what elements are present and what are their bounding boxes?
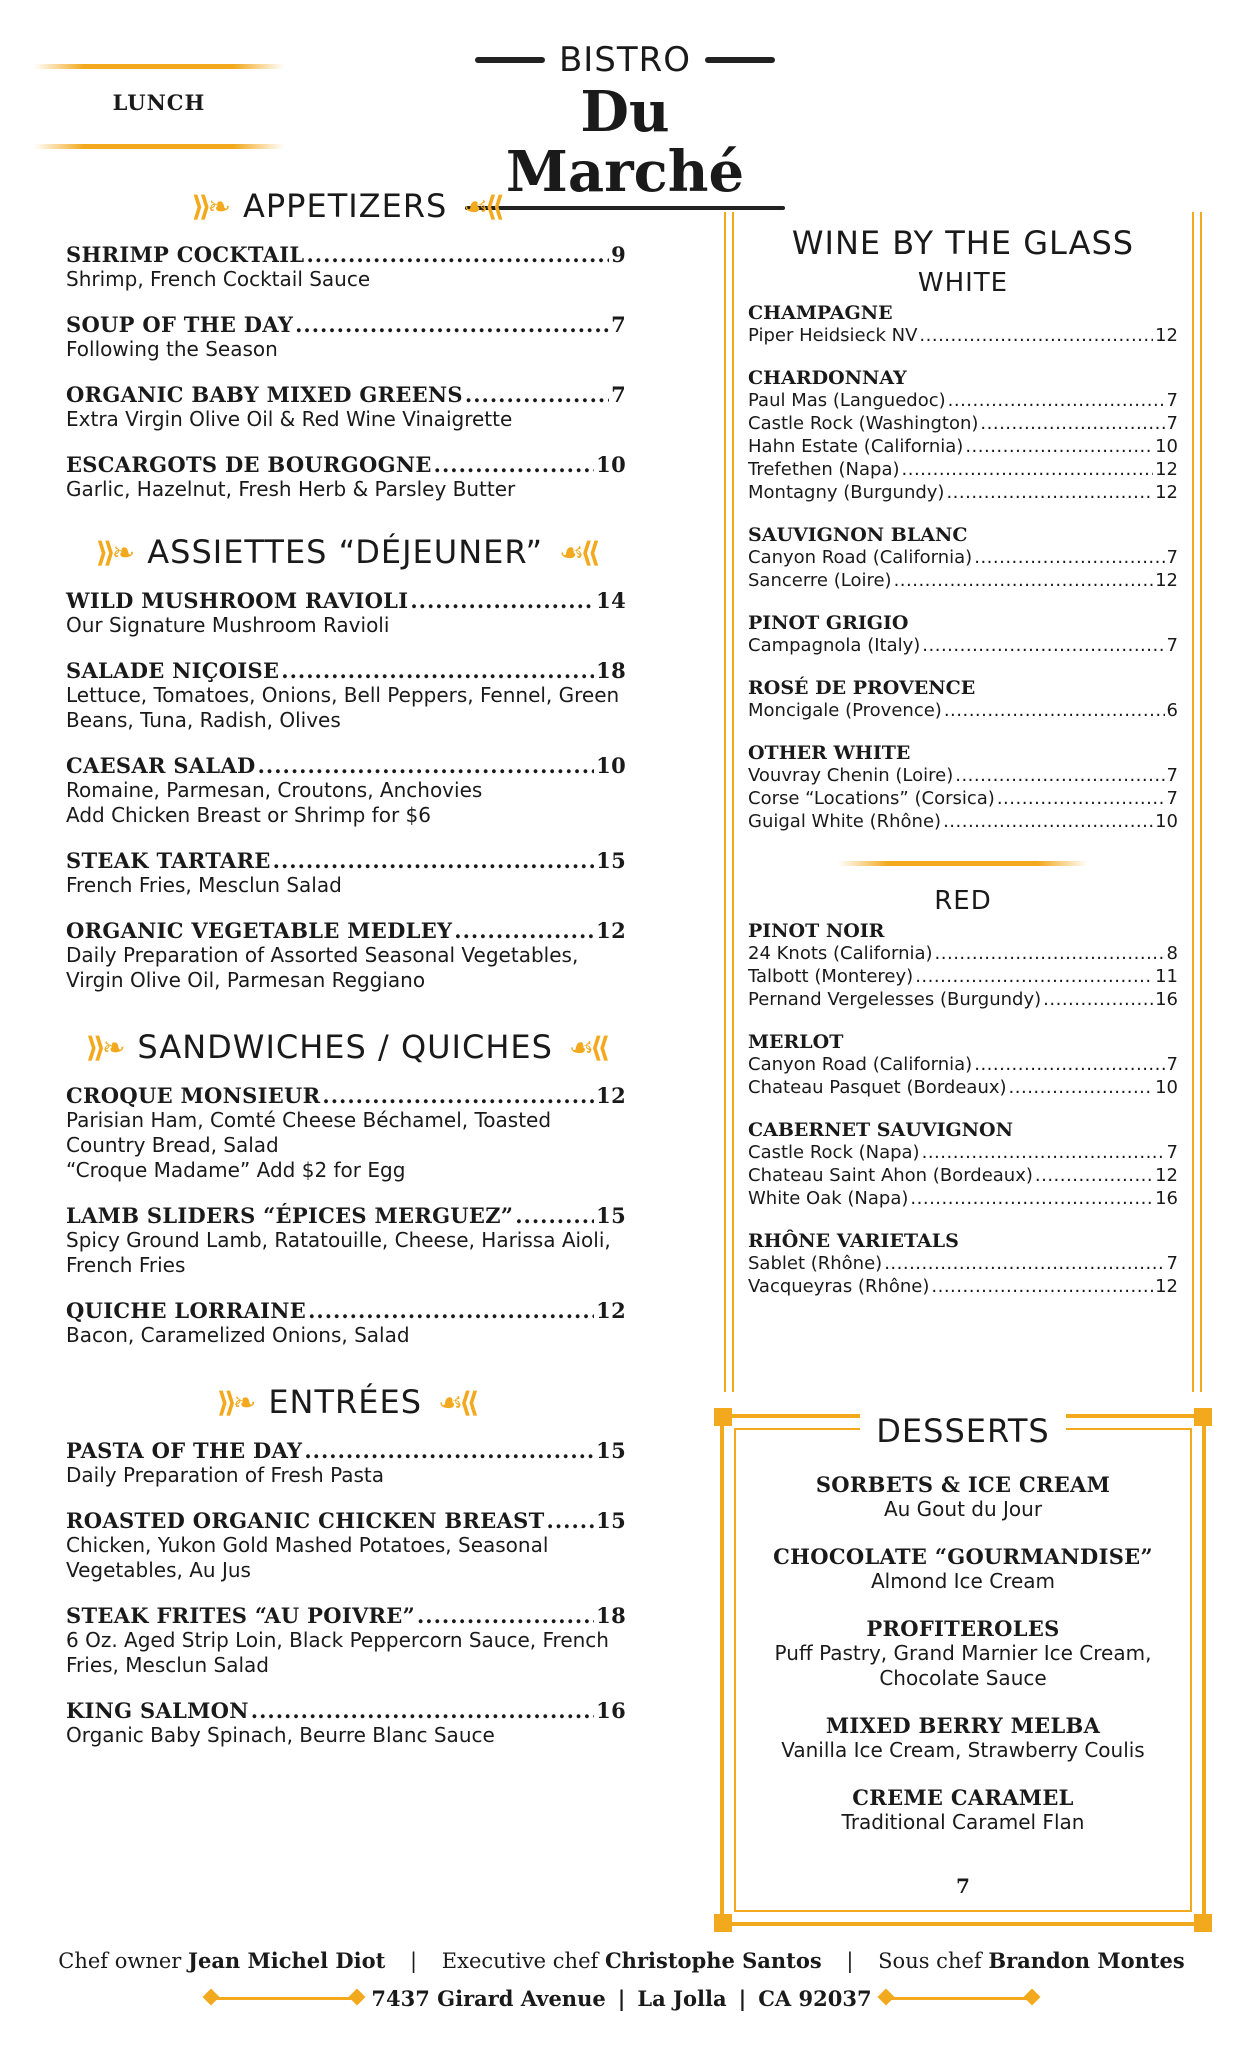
wine-row	[748, 988, 1178, 1011]
wine-price: 6	[1166, 700, 1178, 721]
dot-leader	[454, 918, 594, 943]
dessert-name: CREME CARAMEL	[852, 1785, 1074, 1810]
brand-name: Du Marché	[505, 79, 745, 205]
menu-item-row	[66, 1698, 626, 1723]
fleur-ornament-icon: ☙⟪	[463, 189, 501, 223]
wine-row	[748, 1164, 1178, 1187]
wine-row	[748, 965, 1178, 988]
red-wine-heading: RED	[934, 886, 992, 916]
dot-leader	[515, 1203, 594, 1228]
menu-item-price: 15	[596, 1438, 626, 1463]
dot-leader	[434, 452, 595, 477]
dot-leader	[281, 658, 594, 683]
section-title: ASSIETTES “DÉJEUNER”	[147, 533, 544, 571]
dot-leader	[1035, 1164, 1153, 1187]
dot-leader	[910, 1187, 1153, 1210]
menu-item-description: Shrimp, French Cocktail Sauce	[66, 267, 371, 291]
menu-item-name: WILD MUSHROOM RAVIOLI	[66, 588, 409, 613]
wine-price: 7	[1166, 1253, 1178, 1274]
page-number: 7	[956, 1874, 970, 1898]
menu-item-row	[66, 1438, 626, 1463]
fleur-ornament-icon: ☙⟪	[568, 1030, 607, 1064]
dot-leader	[974, 1053, 1164, 1076]
wine-price: 8	[1166, 943, 1178, 964]
wine-name: Guigal White (Rhône)	[748, 811, 942, 832]
wine-row	[748, 1076, 1178, 1099]
wine-group	[748, 1119, 1178, 1210]
wine-row	[748, 1053, 1178, 1076]
menu-item-name: STEAK FRITES “AU POIVRE”	[66, 1603, 415, 1628]
dot-leader	[922, 1141, 1165, 1164]
menu-item-description: Virgin Olive Oil, Parmesan Reggiano	[66, 968, 426, 992]
menu-item-row	[66, 382, 626, 407]
wine-price: 7	[1166, 547, 1178, 568]
dot-leader	[931, 1275, 1153, 1298]
wine-category: RHÔNE VARIETALS	[748, 1230, 959, 1252]
dessert-description: Puff Pastry, Grand Marnier Ice Cream,	[774, 1641, 1152, 1665]
menu-item-price: 15	[596, 848, 626, 873]
dot-leader	[322, 1083, 594, 1108]
wine-name: Piper Heidsieck NV	[748, 325, 918, 346]
menu-item-description: Daily Preparation of Assorted Seasonal Vegetables,	[66, 943, 579, 967]
wine-group	[748, 742, 1178, 833]
fleur-ornament-icon: ⟫❧	[95, 535, 132, 569]
logo-bar-left	[475, 57, 545, 63]
red-wine-list	[748, 920, 1178, 1298]
wine-name: Sablet (Rhône)	[748, 1253, 883, 1274]
dot-leader	[884, 1252, 1164, 1275]
ornament-rule	[34, 144, 284, 149]
wine-price: 16	[1155, 989, 1178, 1010]
menu-item-description: Following the Season	[66, 337, 278, 361]
panel-border-right	[1192, 212, 1202, 1392]
wine-price: 16	[1155, 1188, 1178, 1209]
wine-price: 7	[1166, 390, 1178, 411]
dot-leader	[894, 569, 1154, 592]
wine-price: 7	[1166, 413, 1178, 434]
dot-leader	[417, 1603, 594, 1628]
menu-item-name: ORGANIC VEGETABLE MEDLEY	[66, 918, 453, 943]
wine-price: 10	[1155, 436, 1178, 457]
menu-item-description: Chicken, Yukon Gold Mashed Potatoes, Seasonal	[66, 1533, 549, 1557]
dot-leader	[465, 382, 609, 407]
wine-price: 7	[1166, 1054, 1178, 1075]
menu-item-row	[66, 312, 626, 337]
dot-leader	[308, 1298, 594, 1323]
dessert-name: MIXED BERRY MELBA	[825, 1713, 1101, 1738]
menu-item-row	[66, 452, 626, 477]
menu-item-price: 10	[596, 753, 626, 778]
wine-row	[748, 634, 1178, 657]
menu-item-row	[66, 848, 626, 873]
chef-credits	[0, 1948, 1243, 1973]
wine-name: Trefethen (Napa)	[748, 459, 900, 480]
sandwiches-section	[66, 1021, 626, 1348]
dessert-description: Vanilla Ice Cream, Strawberry Coulis	[781, 1738, 1145, 1762]
wine-name: Castle Rock (Washington)	[748, 413, 979, 434]
sous-chef-label: Sous chef	[878, 1949, 982, 1973]
wine-price: 12	[1155, 325, 1178, 346]
menu-item-price: 14	[596, 588, 626, 613]
menu-item-price: 12	[596, 1298, 626, 1323]
menu-item	[66, 753, 626, 828]
wine-name: Chateau Pasquet (Bordeaux)	[748, 1077, 1007, 1098]
wine-name: Hahn Estate (California)	[748, 436, 964, 457]
wine-price: 7	[1166, 765, 1178, 786]
dot-leader	[944, 699, 1165, 722]
menu-item-description: Our Signature Mushroom Ravioli	[66, 613, 390, 637]
wine-category: CHAMPAGNE	[748, 302, 893, 324]
menu-item-name: PASTA OF THE DAY	[66, 1438, 303, 1463]
white-wine-heading: WHITE	[917, 268, 1009, 298]
dessert-list	[750, 1472, 1176, 1857]
wine-group	[748, 524, 1178, 592]
menu-item-description: “Croque Madame” Add $2 for Egg	[66, 1158, 406, 1182]
menu-item-description: Beans, Tuna, Radish, Olives	[66, 708, 341, 732]
section-heading	[66, 1021, 626, 1073]
dot-leader	[948, 389, 1165, 412]
dot-leader	[935, 942, 1165, 965]
menu-item-description: Lettuce, Tomatoes, Onions, Bell Peppers, Fennel, Green	[66, 683, 620, 707]
wine-name: White Oak (Napa)	[748, 1188, 909, 1209]
wine-name: Paul Mas (Languedoc)	[748, 390, 946, 411]
menu-item-description: French Fries	[66, 1253, 186, 1277]
divider: |	[617, 1986, 626, 2011]
menu-item-description: Add Chicken Breast or Shrimp for $6	[66, 803, 431, 827]
menu-item-price: 7	[611, 382, 626, 407]
dessert-description: Chocolate Sauce	[879, 1666, 1047, 1690]
wine-name: Canyon Road (California)	[748, 1054, 973, 1075]
wine-category: OTHER WHITE	[748, 742, 911, 764]
dot-leader	[410, 588, 594, 613]
dot-leader	[965, 435, 1153, 458]
menu-item	[66, 242, 626, 292]
menu-item-row	[66, 242, 626, 267]
wine-name: Sancerre (Loire)	[748, 570, 892, 591]
wine-group	[748, 1230, 1178, 1298]
wine-name: Vacqueyras (Rhône)	[748, 1276, 930, 1297]
menu-item	[66, 1603, 626, 1678]
chef-owner-label: Chef owner	[58, 1949, 182, 1973]
dot-leader	[980, 412, 1164, 435]
menu-item	[66, 1203, 626, 1278]
food-menu-column	[66, 180, 626, 1748]
menu-item-name: ROASTED ORGANIC CHICKEN BREAST	[66, 1508, 545, 1533]
menu-item-description: Extra Virgin Olive Oil & Red Wine Vinaigrette	[66, 407, 513, 431]
wine-name: Castle Rock (Napa)	[748, 1142, 920, 1163]
menu-item-description: Country Bread, Salad	[66, 1133, 279, 1157]
wine-name: Talbott (Monterey)	[748, 966, 914, 987]
entrees-section	[66, 1376, 626, 1748]
menu-item-description: Romaine, Parmesan, Croutons, Anchovies	[66, 778, 483, 802]
wine-price: 7	[1166, 788, 1178, 809]
menu-item	[66, 1438, 626, 1488]
menu-item-row	[66, 918, 626, 943]
section-title: APPETIZERS	[242, 187, 448, 225]
wine-category: ROSÉ DE PROVENCE	[748, 677, 976, 699]
menu-item-price: 18	[596, 658, 626, 683]
menu-item-price: 12	[596, 1083, 626, 1108]
city: La Jolla	[637, 1986, 727, 2011]
menu-item-row	[66, 658, 626, 683]
menu-item-price: 15	[596, 1508, 626, 1533]
menu-item-name: LAMB SLIDERS “ÉPICES MERGUEZ”	[66, 1203, 514, 1228]
menu-item-name: CROQUE MONSIEUR	[66, 1083, 321, 1108]
menu-item-name: SOUP OF THE DAY	[66, 312, 294, 337]
menu-item-name: CAESAR SALAD	[66, 753, 256, 778]
dessert-item	[750, 1544, 1176, 1594]
divider: |	[846, 1949, 854, 1973]
menu-item	[66, 1083, 626, 1183]
dot-leader	[997, 787, 1165, 810]
assiettes-section	[66, 526, 626, 993]
lunch-label: LUNCH	[112, 90, 206, 115]
menu-item-description: Bacon, Caramelized Onions, Salad	[66, 1323, 410, 1347]
fleur-ornament-icon: ☙⟪	[559, 535, 597, 569]
section-title: SANDWICHES / QUICHES	[137, 1028, 553, 1066]
menu-item-name: SALADE NIÇOISE	[66, 658, 280, 683]
wine-row	[748, 1275, 1178, 1298]
menu-item-description: Daily Preparation of Fresh Pasta	[66, 1463, 385, 1487]
dot-leader	[919, 324, 1153, 347]
wine-group	[748, 920, 1178, 1011]
wine-name: Canyon Road (California)	[748, 547, 973, 568]
desserts-title: DESSERTS	[860, 1412, 1065, 1450]
menu-item	[66, 918, 626, 993]
dessert-name: PROFITEROLES	[866, 1616, 1060, 1641]
wine-category: PINOT NOIR	[748, 920, 885, 942]
dessert-item	[750, 1616, 1176, 1691]
wine-row	[748, 435, 1178, 458]
dot-leader	[943, 810, 1153, 833]
ornament-rule	[209, 1997, 359, 2000]
wine-row	[748, 787, 1178, 810]
menu-item-row	[66, 1083, 626, 1108]
wine-category: SAUVIGNON BLANC	[748, 524, 968, 546]
menu-item-description: Garlic, Hazelnut, Fresh Herb & Parsley Butter	[66, 477, 516, 501]
section-heading	[66, 526, 626, 578]
menu-item	[66, 1698, 626, 1748]
fleur-ornament-icon: ☙⟪	[438, 1385, 476, 1419]
logo-bar-right	[705, 57, 775, 63]
divider: |	[738, 1986, 747, 2011]
wine-price: 7	[1166, 635, 1178, 656]
dessert-name: CHOCOLATE “GOURMANDISE”	[773, 1544, 1153, 1569]
dot-leader	[955, 764, 1164, 787]
dessert-item	[750, 1713, 1176, 1763]
menu-item-description: Vegetables, Au Jus	[66, 1558, 251, 1582]
wine-group	[748, 1031, 1178, 1099]
wine-name: Montagny (Burgundy)	[748, 482, 945, 503]
wine-name: 24 Knots (California)	[748, 943, 933, 964]
executive-chef-label: Executive chef	[441, 1949, 599, 1973]
menu-item-description: Spicy Ground Lamb, Ratatouille, Cheese, Harissa Aioli,	[66, 1228, 611, 1252]
wine-group	[748, 302, 1178, 347]
wine-price: 12	[1155, 570, 1178, 591]
ornament-rule	[838, 861, 1088, 866]
wine-row	[748, 569, 1178, 592]
wine-price: 12	[1155, 482, 1178, 503]
menu-item-name: QUICHE LORRAINE	[66, 1298, 307, 1323]
frame-corner	[714, 1914, 732, 1932]
wine-row	[748, 458, 1178, 481]
street-address: 7437 Girard Avenue	[371, 1986, 606, 2011]
wine-price: 11	[1155, 966, 1178, 987]
menu-item-price: 16	[596, 1698, 626, 1723]
frame-corner	[1194, 1914, 1212, 1932]
menu-item-row	[66, 1203, 626, 1228]
wine-group	[748, 612, 1178, 657]
address-line	[0, 1986, 1243, 2011]
dot-leader	[1043, 988, 1153, 1011]
wine-row	[748, 389, 1178, 412]
menu-item	[66, 658, 626, 733]
wine-row	[748, 1141, 1178, 1164]
wine-row	[748, 481, 1178, 504]
fleur-ornament-icon: ⟫❧	[191, 189, 227, 223]
dot-leader	[273, 848, 595, 873]
chef-owner-name: Jean Michel Diot	[188, 1948, 386, 1973]
dessert-description: Au Gout du Jour	[883, 1497, 1043, 1521]
dot-leader	[902, 458, 1154, 481]
wine-title: WINE BY THE GLASS	[791, 224, 1135, 262]
menu-item-row	[66, 1508, 626, 1533]
menu-item-description: 6 Oz. Aged Strip Loin, Black Peppercorn Sauce, French	[66, 1628, 609, 1652]
wine-category: CHARDONNAY	[748, 367, 907, 389]
brand-top-text: BISTRO	[558, 40, 692, 80]
menu-item	[66, 1508, 626, 1583]
dot-leader	[306, 242, 609, 267]
executive-chef-name: Christophe Santos	[604, 1948, 822, 1973]
menu-item-price: 12	[596, 918, 626, 943]
wine-category: PINOT GRIGIO	[748, 612, 909, 634]
menu-item-name: SHRIMP COCKTAIL	[66, 242, 305, 267]
menu-item	[66, 452, 626, 502]
dot-leader	[974, 546, 1164, 569]
dessert-name: SORBETS & ICE CREAM	[815, 1472, 1111, 1497]
wine-row	[748, 1252, 1178, 1275]
wine-price: 10	[1155, 811, 1178, 832]
wine-group	[748, 367, 1178, 504]
dot-leader	[922, 634, 1164, 657]
menu-item-description: French Fries, Mesclun Salad	[66, 873, 342, 897]
menu-item-name: STEAK TARTARE	[66, 848, 271, 873]
menu-item-price: 15	[596, 1203, 626, 1228]
ornament-rule	[884, 1997, 1034, 2000]
divider: |	[410, 1949, 418, 1973]
menu-item-price: 18	[596, 1603, 626, 1628]
menu-item-description: Fries, Mesclun Salad	[66, 1653, 269, 1677]
menu-item-name: ORGANIC BABY MIXED GREENS	[66, 382, 463, 407]
menu-item-price: 10	[596, 452, 626, 477]
wine-row	[748, 412, 1178, 435]
fleur-ornament-icon: ⟫❧	[85, 1030, 122, 1064]
wine-price: 12	[1155, 459, 1178, 480]
wine-row	[748, 1187, 1178, 1210]
menu-item-row	[66, 1298, 626, 1323]
panel-border-left	[724, 212, 734, 1392]
wine-name: Chateau Saint Ahon (Bordeaux)	[748, 1165, 1033, 1186]
wine-by-the-glass-panel	[724, 212, 1202, 1392]
ornament-rule	[34, 64, 284, 69]
wine-row	[748, 546, 1178, 569]
wine-name: Vouvray Chenin (Loire)	[748, 765, 954, 786]
menu-item-price: 9	[611, 242, 626, 267]
section-heading	[66, 1376, 626, 1428]
menu-item-description: Parisian Ham, Comté Cheese Béchamel, Toasted	[66, 1108, 552, 1132]
desserts-panel	[720, 1414, 1206, 1926]
dot-leader	[295, 312, 609, 337]
menu-item	[66, 588, 626, 638]
menu-item-row	[66, 588, 626, 613]
dessert-description: Traditional Caramel Flan	[841, 1810, 1085, 1834]
menu-item-name: KING SALMON	[66, 1698, 249, 1723]
wine-price: 10	[1155, 1077, 1178, 1098]
menu-item	[66, 1298, 626, 1348]
menu-item-description: Organic Baby Spinach, Beurre Blanc Sauce	[66, 1723, 495, 1747]
wine-name: Pernand Vergelesses (Burgundy)	[748, 989, 1042, 1010]
menu-item-row	[66, 753, 626, 778]
wine-row	[748, 942, 1178, 965]
dot-leader	[946, 481, 1153, 504]
wine-price: 12	[1155, 1165, 1178, 1186]
wine-row	[748, 764, 1178, 787]
dessert-description: Almond Ice Cream	[870, 1569, 1056, 1593]
dot-leader	[1009, 1076, 1154, 1099]
menu-item-row	[66, 1603, 626, 1628]
wine-name: Campagnola (Italy)	[748, 635, 921, 656]
fleur-ornament-icon: ⟫❧	[216, 1385, 253, 1419]
dessert-item	[750, 1472, 1176, 1522]
white-wine-list	[748, 302, 1178, 833]
menu-item-name: ESCARGOTS DE BOURGOGNE	[66, 452, 432, 477]
wine-price: 12	[1155, 1276, 1178, 1297]
dot-leader	[258, 753, 595, 778]
dot-leader	[304, 1438, 594, 1463]
dot-leader	[547, 1508, 595, 1533]
wine-row	[748, 699, 1178, 722]
section-title: ENTRÉES	[268, 1383, 423, 1421]
wine-name: Corse “Locations” (Corsica)	[748, 788, 995, 809]
menu-item	[66, 848, 626, 898]
menu-item	[66, 312, 626, 362]
section-heading	[66, 180, 626, 232]
wine-name: Moncigale (Provence)	[748, 700, 942, 721]
wine-row	[748, 324, 1178, 347]
dessert-item	[750, 1785, 1176, 1835]
wine-category: MERLOT	[748, 1031, 844, 1053]
sous-chef-name: Brandon Montes	[988, 1948, 1185, 1973]
wine-price: 7	[1166, 1142, 1178, 1163]
lunch-label-box	[34, 60, 284, 150]
wine-category: CABERNET SAUVIGNON	[748, 1119, 1013, 1141]
state-zip: CA 92037	[758, 1986, 872, 2011]
wine-row	[748, 810, 1178, 833]
dot-leader	[915, 965, 1153, 988]
wine-group	[748, 677, 1178, 722]
dot-leader	[251, 1698, 594, 1723]
menu-item	[66, 382, 626, 432]
appetizers-section	[66, 180, 626, 502]
menu-item-price: 7	[611, 312, 626, 337]
